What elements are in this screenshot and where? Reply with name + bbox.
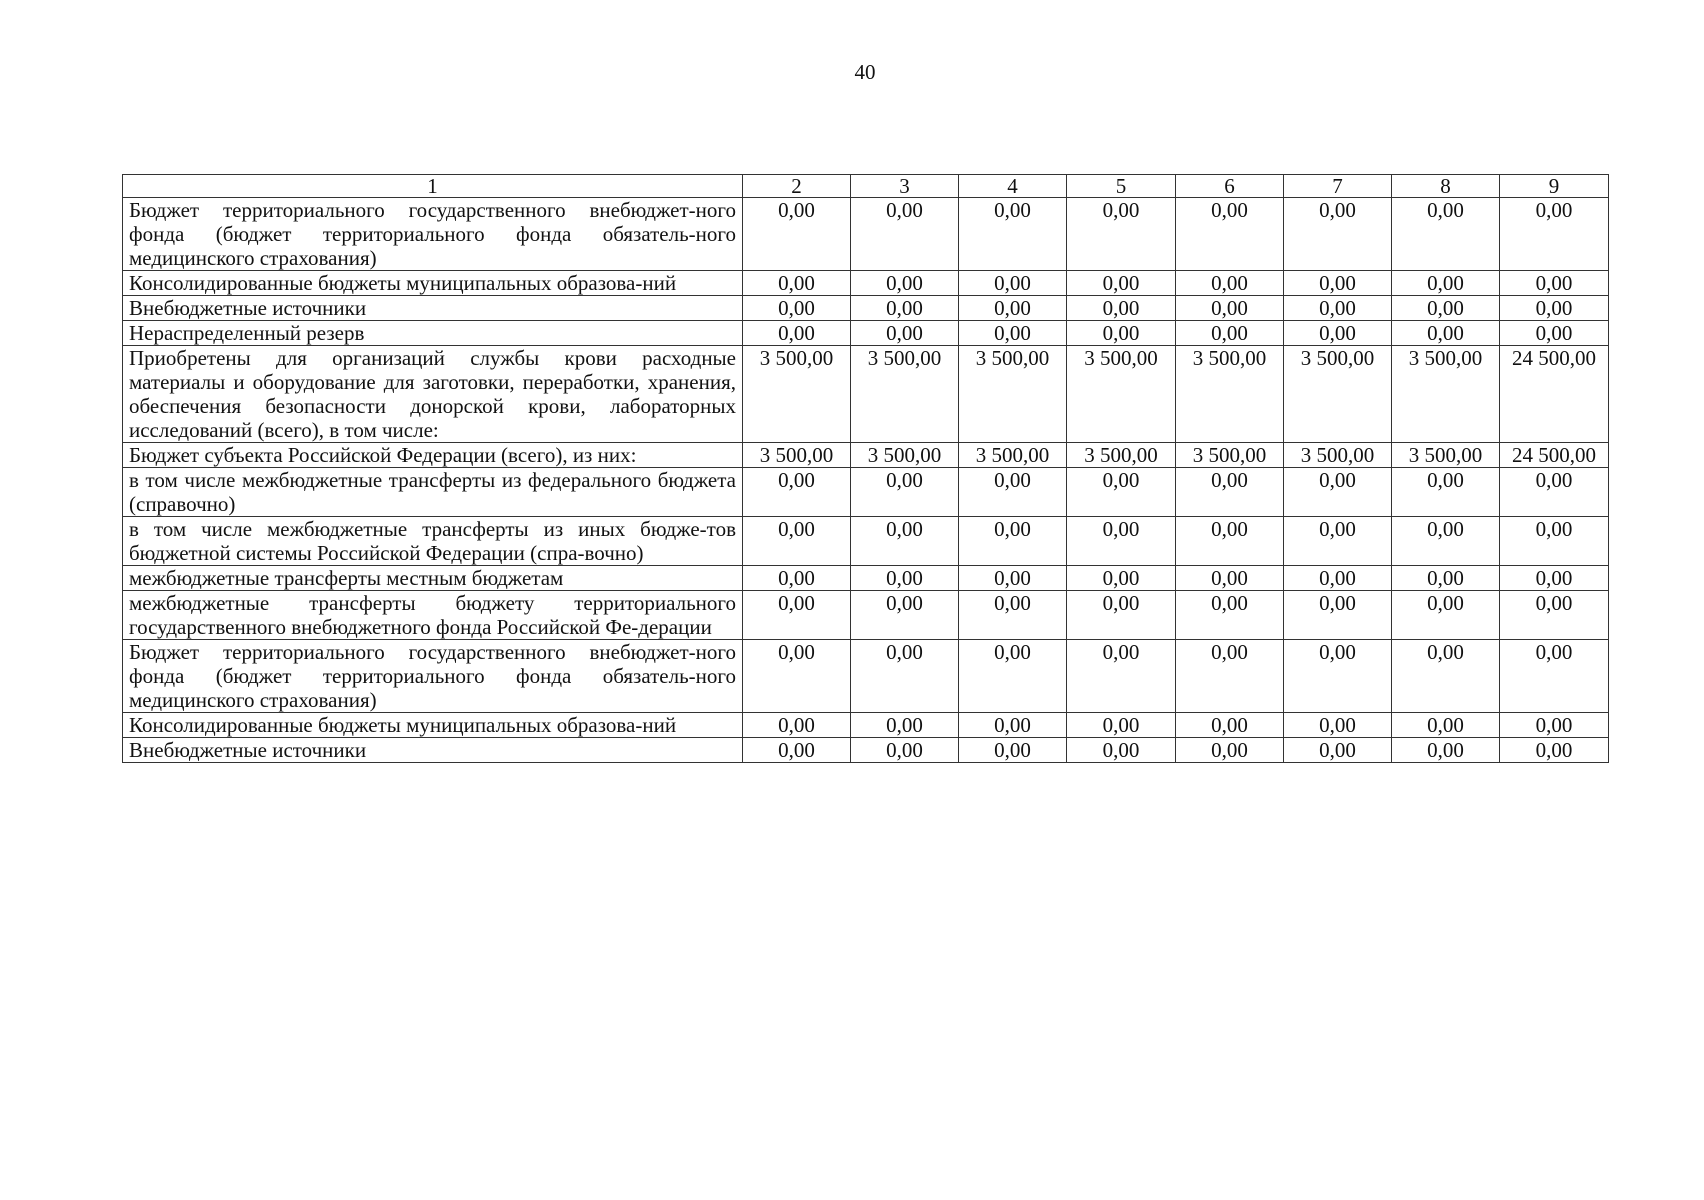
value-cell: 0,00: [1176, 640, 1284, 713]
value-cell: 0,00: [1284, 271, 1392, 296]
value-cell: 0,00: [1284, 713, 1392, 738]
value-cell: 0,00: [1176, 296, 1284, 321]
value-cell: 0,00: [1392, 591, 1500, 640]
column-header: 4: [959, 175, 1067, 198]
table-row: [123, 198, 1609, 271]
value-cell: 0,00: [851, 296, 959, 321]
row-label: Консолидированные бюджеты муниципальных образова-ний: [123, 271, 743, 296]
value-cell: 0,00: [1067, 640, 1176, 713]
row-label: Внебюджетные источники: [123, 296, 743, 321]
value-cell: 0,00: [959, 640, 1067, 713]
value-cell: 0,00: [1284, 738, 1392, 763]
value-cell: 0,00: [1392, 713, 1500, 738]
value-cell: 0,00: [743, 640, 851, 713]
value-cell: 0,00: [1284, 296, 1392, 321]
table-row: [123, 296, 1609, 321]
value-cell: 24 500,00: [1500, 346, 1609, 443]
row-label: Нераспределенный резерв: [123, 321, 743, 346]
table-row: [123, 271, 1609, 296]
value-cell: 0,00: [959, 468, 1067, 517]
value-cell: 0,00: [1176, 566, 1284, 591]
row-label: Внебюджетные источники: [123, 738, 743, 763]
value-cell: 3 500,00: [959, 443, 1067, 468]
value-cell: 0,00: [1176, 738, 1284, 763]
value-cell: 0,00: [1067, 468, 1176, 517]
value-cell: 0,00: [743, 713, 851, 738]
value-cell: 0,00: [743, 566, 851, 591]
row-label: Бюджет территориального государственного внебюджет-ного фонда (бюджет территориального фонда обязатель-ного медицинского страхования): [123, 198, 743, 271]
value-cell: 0,00: [743, 271, 851, 296]
value-cell: 3 500,00: [1392, 346, 1500, 443]
value-cell: 24 500,00: [1500, 443, 1609, 468]
value-cell: 3 500,00: [1284, 443, 1392, 468]
row-label: в том числе межбюджетные трансферты из иных бюдже-тов бюджетной системы Российской Федерации (спра-вочно): [123, 517, 743, 566]
table-body: [123, 198, 1609, 763]
value-cell: 0,00: [1284, 566, 1392, 591]
value-cell: 0,00: [959, 517, 1067, 566]
table-header-row: [123, 175, 1609, 198]
value-cell: 0,00: [851, 713, 959, 738]
column-header: 6: [1176, 175, 1284, 198]
value-cell: 0,00: [1176, 198, 1284, 271]
table-row: [123, 321, 1609, 346]
column-header: 2: [743, 175, 851, 198]
value-cell: 0,00: [851, 321, 959, 346]
value-cell: 0,00: [743, 517, 851, 566]
value-cell: 0,00: [1176, 713, 1284, 738]
column-header: 9: [1500, 175, 1609, 198]
table-row: [123, 468, 1609, 517]
value-cell: 3 500,00: [1176, 346, 1284, 443]
value-cell: 0,00: [959, 198, 1067, 271]
value-cell: 0,00: [1067, 738, 1176, 763]
table-row: [123, 738, 1609, 763]
value-cell: 3 500,00: [1067, 443, 1176, 468]
value-cell: 0,00: [959, 566, 1067, 591]
value-cell: 0,00: [1500, 198, 1609, 271]
value-cell: 0,00: [959, 296, 1067, 321]
value-cell: 0,00: [1392, 738, 1500, 763]
value-cell: 0,00: [1284, 517, 1392, 566]
value-cell: 0,00: [1500, 296, 1609, 321]
value-cell: 0,00: [851, 198, 959, 271]
value-cell: 0,00: [1067, 713, 1176, 738]
value-cell: 0,00: [743, 198, 851, 271]
row-label: Бюджет субъекта Российской Федерации (всего), из них:: [123, 443, 743, 468]
value-cell: 0,00: [851, 566, 959, 591]
table-row: [123, 591, 1609, 640]
value-cell: 0,00: [1284, 640, 1392, 713]
page-number: 40: [854, 60, 876, 84]
value-cell: 3 500,00: [1392, 443, 1500, 468]
value-cell: 0,00: [1500, 517, 1609, 566]
value-cell: 0,00: [851, 517, 959, 566]
value-cell: 3 500,00: [959, 346, 1067, 443]
row-label: в том числе межбюджетные трансферты из федерального бюджета (справочно): [123, 468, 743, 517]
table-row: [123, 346, 1609, 443]
value-cell: 0,00: [1176, 468, 1284, 517]
column-header: 7: [1284, 175, 1392, 198]
value-cell: 3 500,00: [851, 443, 959, 468]
table-row: [123, 566, 1609, 591]
table-row: [123, 713, 1609, 738]
budget-table: [122, 174, 1609, 763]
value-cell: 0,00: [1176, 321, 1284, 346]
value-cell: 0,00: [959, 591, 1067, 640]
value-cell: 0,00: [851, 640, 959, 713]
value-cell: 0,00: [1500, 640, 1609, 713]
value-cell: 0,00: [1176, 271, 1284, 296]
value-cell: 0,00: [1067, 517, 1176, 566]
value-cell: 0,00: [1500, 591, 1609, 640]
value-cell: 0,00: [1392, 517, 1500, 566]
value-cell: 0,00: [1067, 566, 1176, 591]
row-label: Бюджет территориального государственного внебюджет-ного фонда (бюджет территориального фонда обязатель-ного медицинского страхования): [123, 640, 743, 713]
value-cell: 0,00: [959, 271, 1067, 296]
value-cell: 0,00: [1284, 321, 1392, 346]
table-row: [123, 640, 1609, 713]
value-cell: 0,00: [1067, 321, 1176, 346]
row-label: Консолидированные бюджеты муниципальных образова-ний: [123, 713, 743, 738]
column-header: 1: [123, 175, 743, 198]
value-cell: 0,00: [1176, 591, 1284, 640]
value-cell: 3 500,00: [851, 346, 959, 443]
value-cell: 0,00: [959, 321, 1067, 346]
table-row: [123, 517, 1609, 566]
value-cell: 0,00: [851, 738, 959, 763]
value-cell: 0,00: [1500, 468, 1609, 517]
value-cell: 0,00: [1176, 517, 1284, 566]
value-cell: 0,00: [743, 321, 851, 346]
value-cell: 3 500,00: [743, 346, 851, 443]
value-cell: 0,00: [1392, 271, 1500, 296]
value-cell: 0,00: [1500, 713, 1609, 738]
column-header: 3: [851, 175, 959, 198]
value-cell: 0,00: [1067, 296, 1176, 321]
value-cell: 0,00: [1067, 591, 1176, 640]
value-cell: 3 500,00: [1284, 346, 1392, 443]
row-label: межбюджетные трансферты бюджету территориального государственного внебюджетного фонда Российской Фе-дерации: [123, 591, 743, 640]
column-header: 8: [1392, 175, 1500, 198]
value-cell: 0,00: [1284, 198, 1392, 271]
value-cell: 0,00: [1500, 738, 1609, 763]
row-label: Приобретены для организаций службы крови расходные материалы и оборудование для заготовки, переработки, хранения, обеспечения безопасности донорской крови, лабораторных исследований (всего), в том числе:: [123, 346, 743, 443]
value-cell: 3 500,00: [1176, 443, 1284, 468]
value-cell: 0,00: [743, 296, 851, 321]
value-cell: 0,00: [959, 713, 1067, 738]
value-cell: 0,00: [1500, 321, 1609, 346]
value-cell: 0,00: [1284, 468, 1392, 517]
value-cell: 0,00: [743, 468, 851, 517]
value-cell: 0,00: [1392, 566, 1500, 591]
value-cell: 0,00: [1392, 321, 1500, 346]
value-cell: 3 500,00: [743, 443, 851, 468]
value-cell: 0,00: [743, 591, 851, 640]
value-cell: 0,00: [1067, 271, 1176, 296]
value-cell: 0,00: [1067, 198, 1176, 271]
value-cell: 0,00: [1392, 468, 1500, 517]
value-cell: 0,00: [851, 271, 959, 296]
value-cell: 0,00: [851, 591, 959, 640]
value-cell: 3 500,00: [1067, 346, 1176, 443]
column-header: 5: [1067, 175, 1176, 198]
value-cell: 0,00: [1284, 591, 1392, 640]
row-label: межбюджетные трансферты местным бюджетам: [123, 566, 743, 591]
value-cell: 0,00: [851, 468, 959, 517]
value-cell: 0,00: [1392, 296, 1500, 321]
value-cell: 0,00: [1392, 640, 1500, 713]
value-cell: 0,00: [1392, 198, 1500, 271]
value-cell: 0,00: [1500, 271, 1609, 296]
value-cell: 0,00: [1500, 566, 1609, 591]
table-row: [123, 443, 1609, 468]
value-cell: 0,00: [743, 738, 851, 763]
value-cell: 0,00: [959, 738, 1067, 763]
